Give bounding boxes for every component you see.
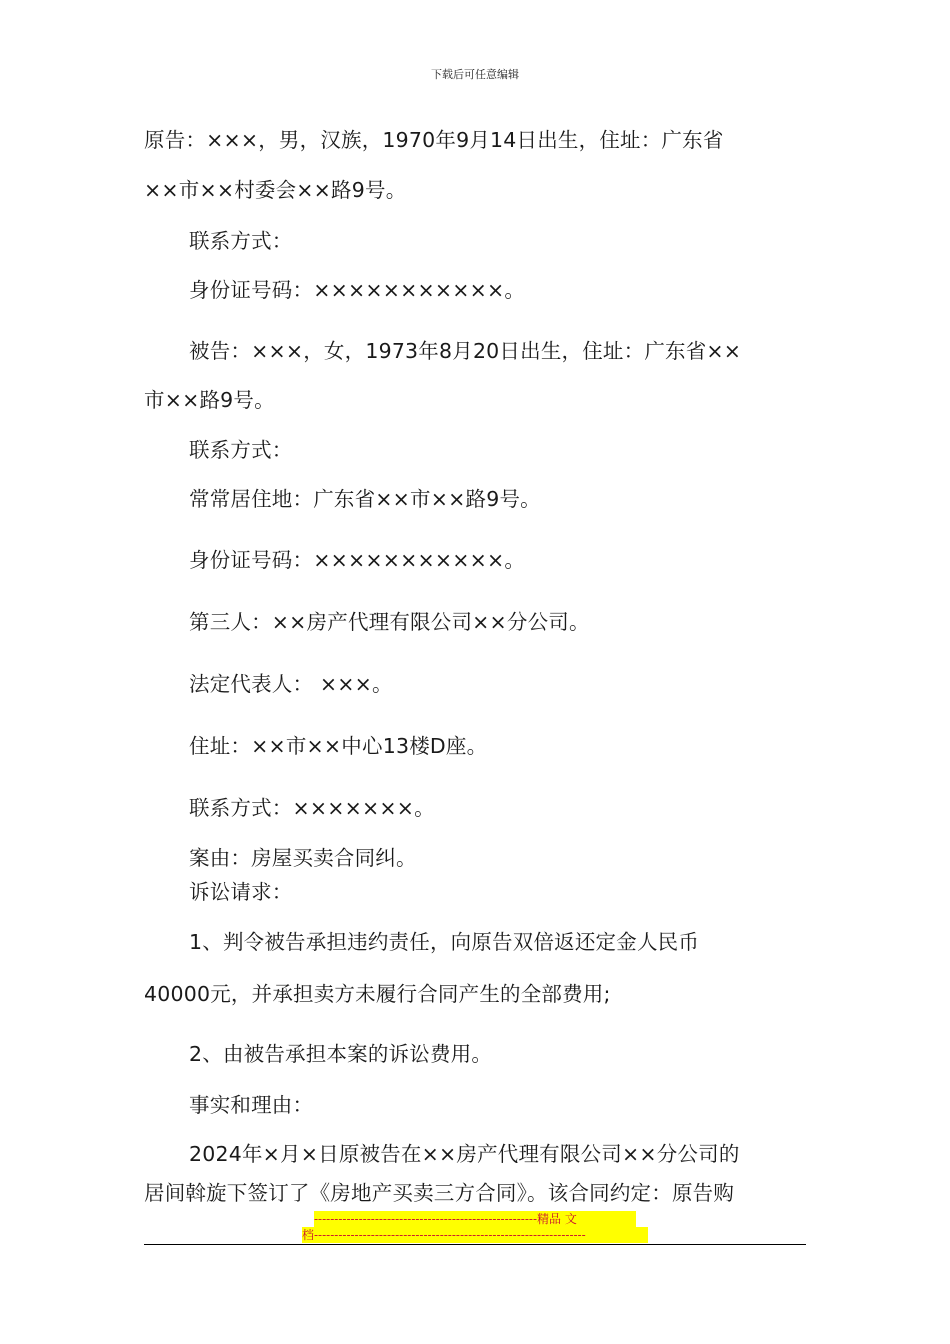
facts-heading: 事实和理由： (189, 1093, 314, 1117)
case-cause: 案由：房屋买卖合同纠。 (189, 846, 417, 870)
defendant-contact: 联系方式： (189, 438, 293, 462)
claims-heading: 诉讼请求： (189, 880, 293, 904)
facts-line-1: 2024年×月×日原被告在××房产代理有限公司××分公司的 (189, 1142, 740, 1166)
third-party: 第三人：××房产代理有限公司××分公司。 (189, 610, 590, 634)
claim-1-line-2: 40000元，并承担卖方未履行合同产生的全部费用; (144, 982, 611, 1006)
footer-divider (144, 1244, 806, 1245)
third-party-address: 住址：××市××中心13楼D座。 (189, 734, 488, 758)
claim-2: 2、由被告承担本案的诉讼费用。 (189, 1042, 493, 1066)
plaintiff-line-2: ××市××村委会××路9号。 (144, 178, 407, 202)
defendant-residence: 常常居住地：广东省××市××路9号。 (189, 487, 541, 511)
third-party-contact: 联系方式：×××××××。 (189, 796, 435, 820)
facts-line-2: 居间斡旋下签订了《房地产买卖三方合同》。该合同约定：原告购 (144, 1181, 735, 1205)
claim-1-line-1: 1、判令被告承担违约责任，向原告双倍返还定金人民币 (189, 930, 700, 954)
footer-watermark-line-1: -------------------------------------------------------精品 文 (314, 1211, 636, 1227)
footer-watermark-line-2: 档------------------------------------------------------------------- (302, 1227, 648, 1243)
page-header: 下载后可任意编辑 (431, 68, 519, 81)
plaintiff-contact: 联系方式： (189, 229, 293, 253)
plaintiff-line-1: 原告：×××，男，汉族，1970年9月14日出生，住址：广东省 (144, 128, 724, 152)
plaintiff-id-number: 身份证号码：×××××××××××。 (189, 278, 526, 302)
defendant-line-1: 被告：×××，女，1973年8月20日出生，住址：广东省×× (189, 339, 742, 363)
legal-representative: 法定代表人： ×××。 (189, 672, 393, 696)
defendant-line-2: 市××路9号。 (144, 388, 275, 412)
defendant-id-number: 身份证号码：×××××××××××。 (189, 548, 526, 572)
